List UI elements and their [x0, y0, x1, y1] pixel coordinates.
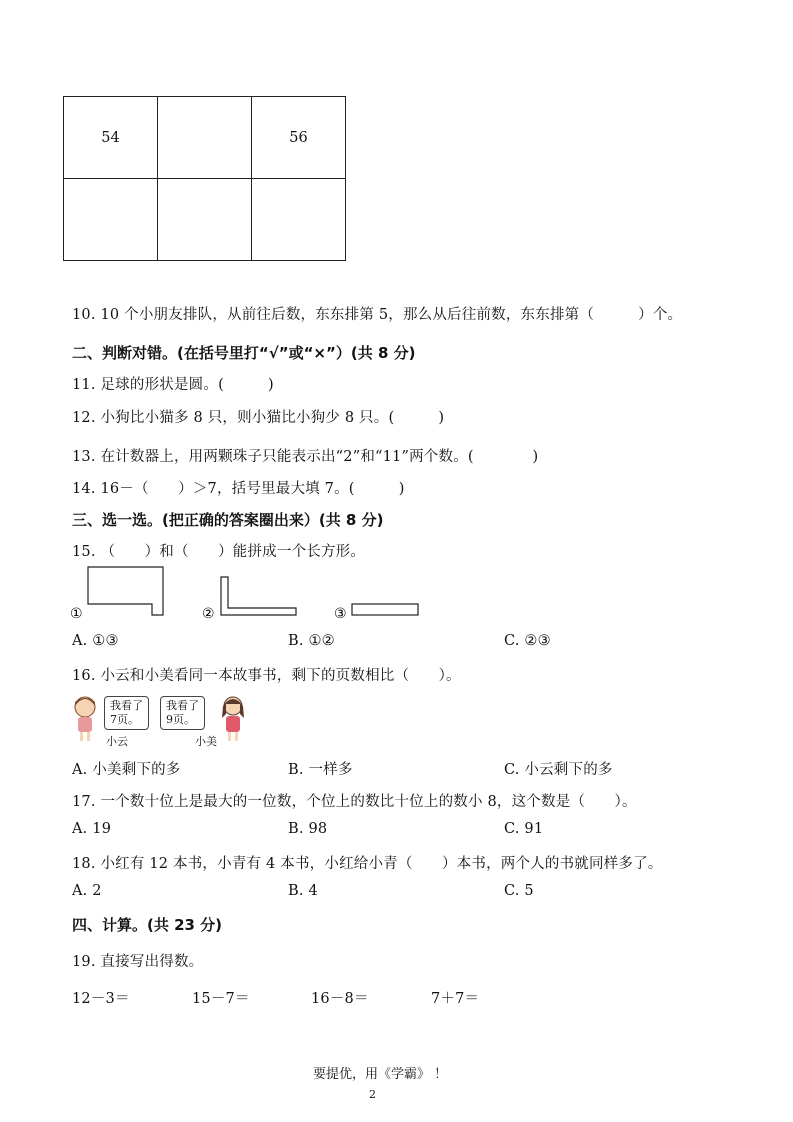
calc-expression: 12－3＝ — [72, 991, 130, 1007]
calc-expression: 15－7＝ — [192, 991, 250, 1007]
bubble-line: 我看了 — [166, 699, 199, 712]
question-14: 14. 16－（ ）＞7，括号里最大填 7。( ) — [72, 481, 405, 497]
calc-expression: 7＋7＝ — [431, 991, 480, 1007]
name-xiaomei: 小美 — [195, 735, 217, 748]
girl-xiaomei-illustration — [218, 694, 248, 742]
bubble-line: 我看了 — [110, 699, 143, 712]
page-number: 2 — [369, 1088, 376, 1101]
q16-option-b[interactable]: B. 一样多 — [288, 762, 353, 778]
section-2-title: 二、判断对错。(在括号里打“√”或“×”）(共 8 分) — [72, 344, 416, 362]
section-4-title: 四、计算。(共 23 分) — [72, 916, 223, 934]
question-10: 10. 10 个小朋友排队，从前往后数，东东排第 5，那么从后往前数，东东排第（ ）个。 — [72, 307, 683, 323]
question-12: 12. 小狗比小猫多 8 只，则小猫比小狗少 8 只。( ) — [72, 410, 445, 426]
question-18: 18. 小红有 12 本书，小青有 4 本书，小红给小青（ ）本书，两个人的书就同样多了。 — [72, 856, 663, 872]
grid-cell[interactable] — [252, 179, 346, 261]
q16-option-c[interactable]: C. 小云剩下的多 — [504, 762, 613, 778]
q18-option-c[interactable]: C. 5 — [504, 883, 534, 899]
question-11: 11. 足球的形状是圆。( ) — [72, 377, 274, 393]
shape-1-notched-rect — [88, 567, 163, 615]
q16-option-a[interactable]: A. 小美剩下的多 — [72, 762, 181, 778]
q15-option-c[interactable]: C. ②③ — [504, 633, 551, 649]
q17-option-a[interactable]: A. 19 — [72, 821, 112, 837]
name-xiaoyun: 小云 — [106, 735, 128, 748]
grid-cell: 56 — [252, 97, 346, 179]
q18-option-b[interactable]: B. 4 — [288, 883, 318, 899]
bubble-line: 7页。 — [110, 713, 139, 726]
q15-shapes — [68, 562, 428, 622]
q15-option-a[interactable]: A. ①③ — [72, 633, 119, 649]
shape-1-label: ① — [70, 606, 83, 622]
question-13: 13. 在计数器上，用两颗珠子只能表示出“2”和“11”两个数。( ) — [72, 449, 539, 465]
question-15: 15. （ ）和（ ）能拼成一个长方形。 — [72, 544, 366, 560]
grid-cell[interactable] — [158, 97, 252, 179]
grid-cell[interactable] — [158, 179, 252, 261]
q18-option-a[interactable]: A. 2 — [72, 883, 102, 899]
grid-cell: 54 — [64, 97, 158, 179]
q15-option-b[interactable]: B. ①② — [288, 633, 335, 649]
shape-2-label: ② — [202, 606, 215, 622]
q17-option-b[interactable]: B. 98 — [288, 821, 328, 837]
number-grid — [63, 96, 346, 261]
question-19: 19. 直接写出得数。 — [72, 954, 204, 970]
bubble-line: 9页。 — [166, 713, 195, 726]
shape-3-bar — [352, 604, 418, 615]
footer-slogan: 要提优，用《学霸》 ！ — [313, 1067, 448, 1082]
q17-option-c[interactable]: C. 91 — [504, 821, 544, 837]
section-3-title: 三、选一选。(把正确的答案圈出来）(共 8 分) — [72, 511, 384, 529]
grid-cell[interactable] — [64, 179, 158, 261]
calc-expression: 16－8＝ — [311, 991, 369, 1007]
question-16: 16. 小云和小美看同一本故事书，剩下的页数相比（ ）。 — [72, 668, 461, 684]
question-17: 17. 一个数十位上是最大的一位数，个位上的数比十位上的数小 8，这个数是（ ）。 — [72, 794, 637, 810]
shape-3-label: ③ — [334, 606, 347, 622]
speech-bubble-xiaoyun — [104, 696, 149, 730]
shape-2-l-shape — [221, 577, 296, 615]
girl-xiaoyun-illustration — [70, 694, 100, 742]
speech-bubble-xiaomei — [160, 696, 205, 730]
